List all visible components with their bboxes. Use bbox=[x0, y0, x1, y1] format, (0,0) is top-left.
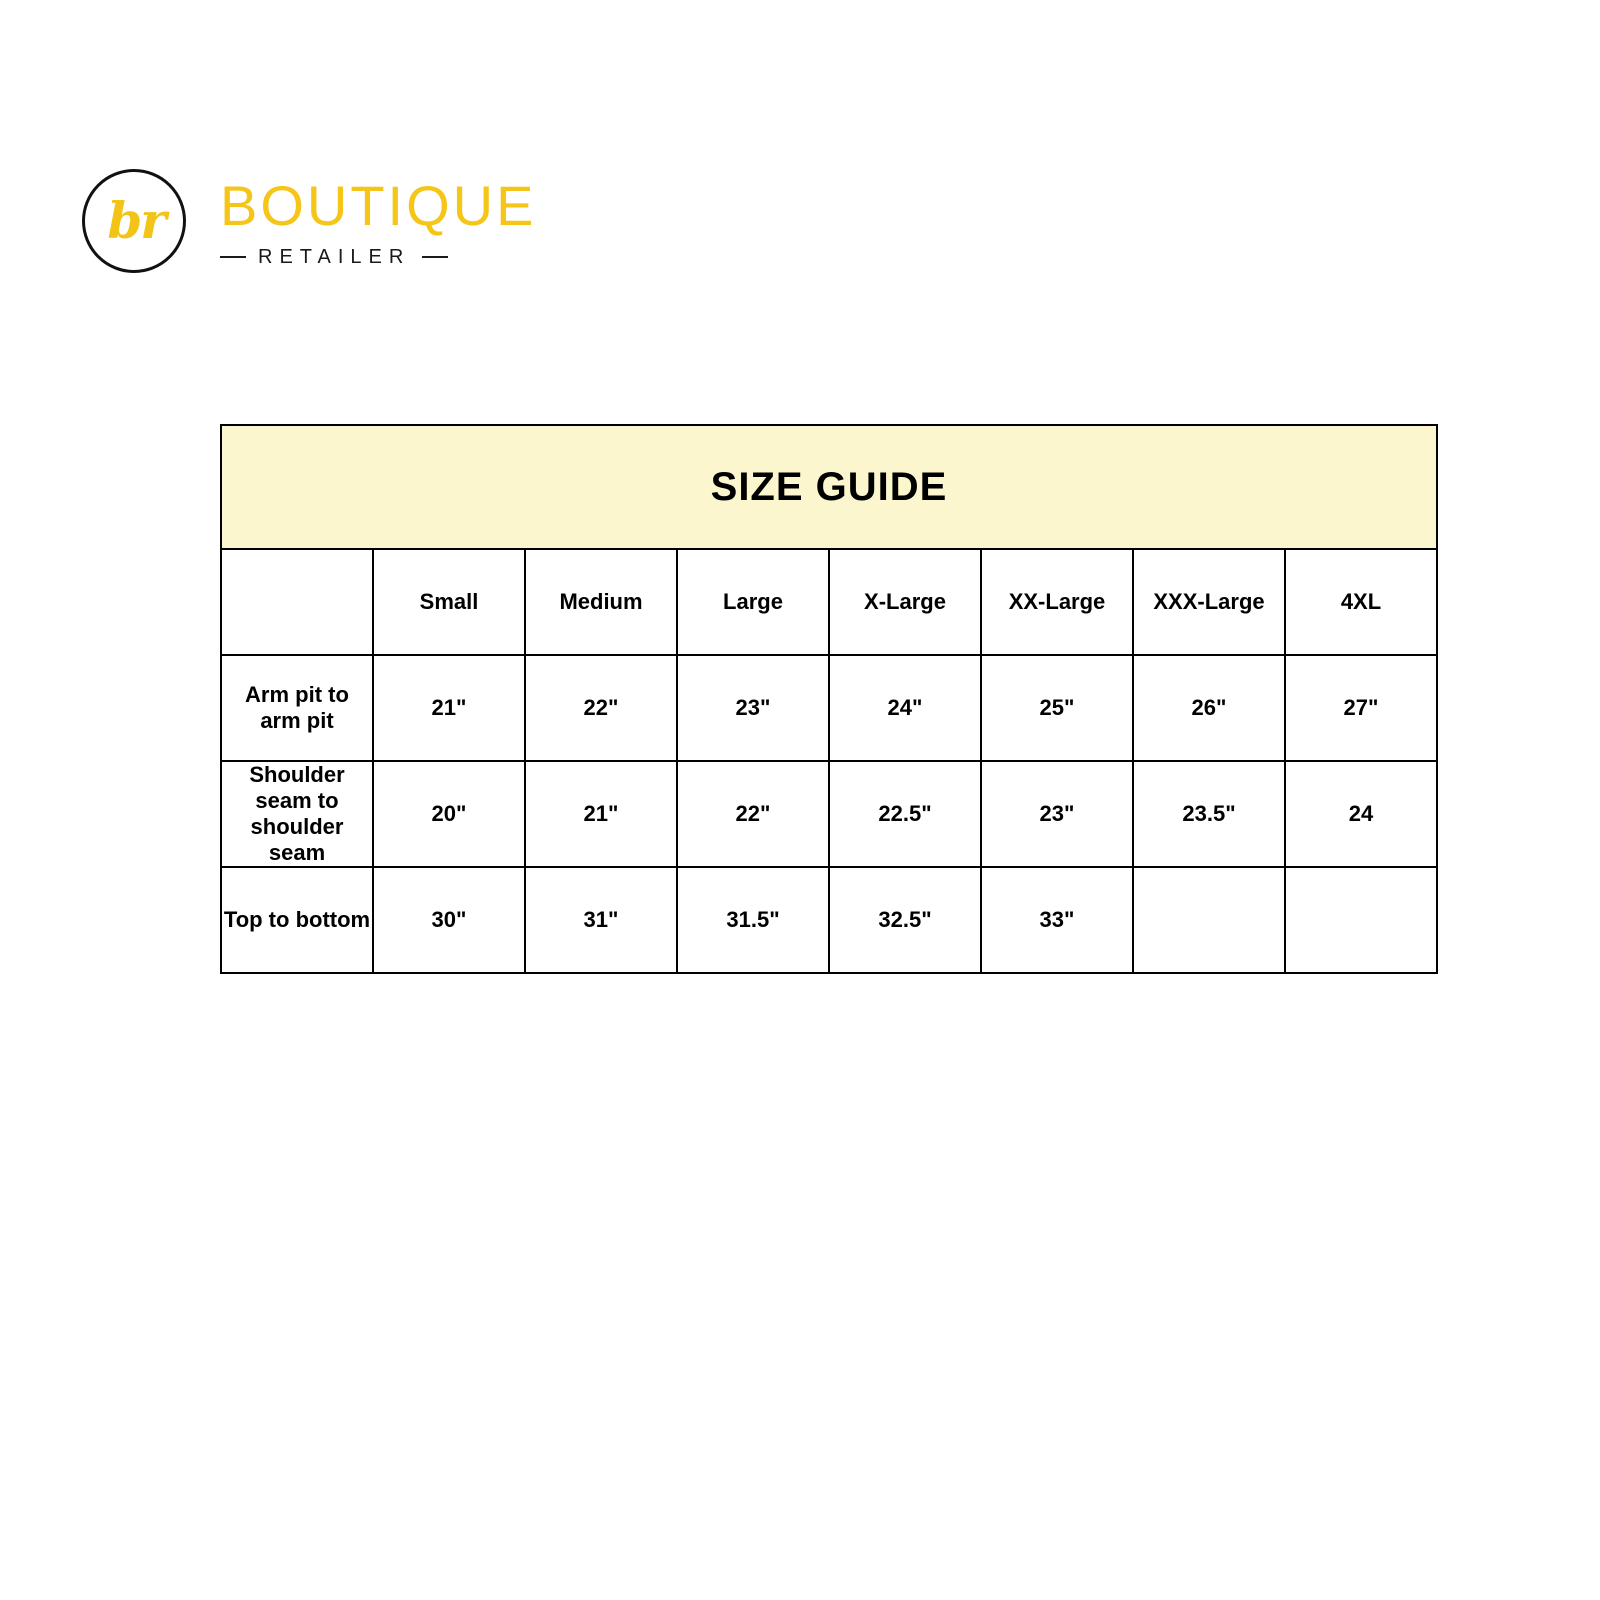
cell-shoulder-xx-large: 23" bbox=[981, 761, 1133, 867]
tagline-rule-right bbox=[422, 256, 448, 258]
table-row bbox=[221, 655, 1437, 761]
brand-name: BOUTIQUE bbox=[220, 173, 537, 237]
size-guide-table-container bbox=[220, 424, 1438, 974]
column-header-x-large: X-Large bbox=[829, 549, 981, 655]
cell-length-4xl bbox=[1285, 867, 1437, 973]
column-header-small: Small bbox=[373, 549, 525, 655]
column-header-xx-large: XX-Large bbox=[981, 549, 1133, 655]
cell-length-xxx-large bbox=[1133, 867, 1285, 973]
cell-length-xx-large: 33" bbox=[981, 867, 1133, 973]
row-label-armpit: Arm pit to arm pit bbox=[221, 655, 373, 761]
row-label-shoulder: Shoulder seam to shoulder seam bbox=[221, 761, 373, 867]
column-header-4xl: 4XL bbox=[1285, 549, 1437, 655]
size-guide-table bbox=[220, 424, 1438, 974]
tagline-rule-left bbox=[220, 256, 246, 258]
table-header-row bbox=[221, 549, 1437, 655]
cell-shoulder-large: 22" bbox=[677, 761, 829, 867]
cell-shoulder-x-large: 22.5" bbox=[829, 761, 981, 867]
cell-shoulder-small: 20" bbox=[373, 761, 525, 867]
row-label-top-to-bottom: Top to bottom bbox=[221, 867, 373, 973]
cell-length-small: 30" bbox=[373, 867, 525, 973]
logo-wordmark bbox=[220, 173, 537, 269]
cell-armpit-x-large: 24" bbox=[829, 655, 981, 761]
cell-length-x-large: 32.5" bbox=[829, 867, 981, 973]
cell-armpit-small: 21" bbox=[373, 655, 525, 761]
cell-length-medium: 31" bbox=[525, 867, 677, 973]
cell-armpit-4xl: 27" bbox=[1285, 655, 1437, 761]
brand-tagline-row bbox=[220, 246, 536, 269]
cell-armpit-xxx-large: 26" bbox=[1133, 655, 1285, 761]
cell-armpit-medium: 22" bbox=[525, 655, 677, 761]
cell-shoulder-4xl: 24 bbox=[1285, 761, 1437, 867]
logo-circle-mark bbox=[78, 165, 194, 281]
cell-shoulder-medium: 21" bbox=[525, 761, 677, 867]
cell-armpit-xx-large: 25" bbox=[981, 655, 1133, 761]
cell-armpit-large: 23" bbox=[677, 655, 829, 761]
column-header-medium: Medium bbox=[525, 549, 677, 655]
table-title-row bbox=[221, 425, 1437, 549]
logo-monogram: br bbox=[107, 190, 165, 250]
table-row bbox=[221, 761, 1437, 867]
cell-shoulder-xxx-large: 23.5" bbox=[1133, 761, 1285, 867]
cell-length-large: 31.5" bbox=[677, 867, 829, 973]
brand-logo bbox=[78, 165, 536, 281]
size-guide-title: SIZE GUIDE bbox=[221, 425, 1437, 549]
header-corner-cell bbox=[221, 549, 373, 655]
table-row bbox=[221, 867, 1437, 973]
column-header-large: Large bbox=[677, 549, 829, 655]
brand-tagline: RETAILER bbox=[258, 245, 411, 268]
column-header-xxx-large: XXX-Large bbox=[1133, 549, 1285, 655]
